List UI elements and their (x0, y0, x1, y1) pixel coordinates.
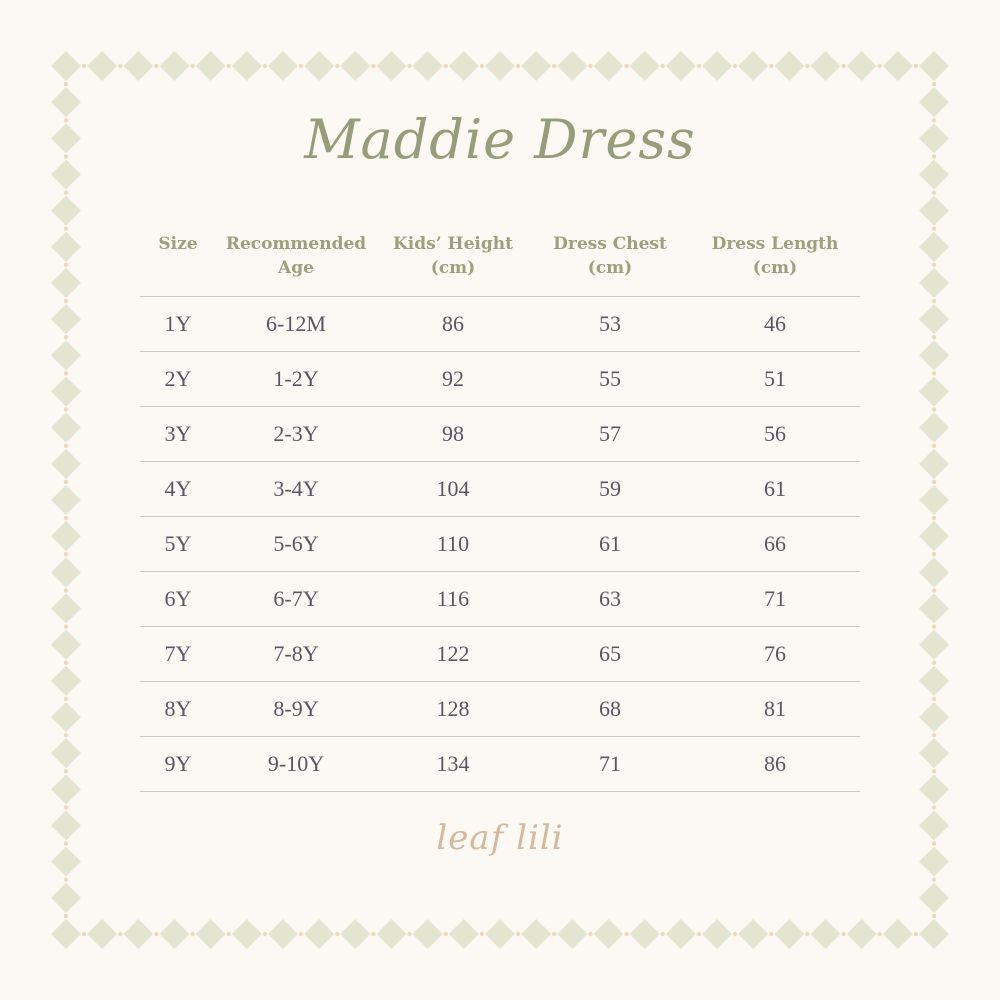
border-diamond (919, 774, 949, 804)
border-dot (932, 733, 936, 737)
cell-height: 86 (376, 296, 530, 351)
border-dot (64, 371, 68, 375)
border-diamond (919, 557, 949, 587)
cell-size: 1Y (140, 296, 216, 351)
table-row (140, 351, 860, 406)
border-dot (624, 932, 628, 936)
cell-height: 110 (376, 516, 530, 571)
table-header-row (140, 226, 860, 296)
cell-age: 6-7Y (216, 571, 376, 626)
cell-height: 134 (376, 736, 530, 791)
border-dot (263, 932, 267, 936)
border-diamond (51, 557, 81, 587)
border-diamond (919, 51, 949, 81)
border-dot (841, 932, 845, 936)
border-dot (932, 661, 936, 665)
cell-chest: 68 (530, 681, 690, 736)
border-dot (516, 932, 520, 936)
border-dot (64, 878, 68, 882)
border-dot (64, 335, 68, 339)
border-dot (932, 769, 936, 773)
border-diamond (847, 51, 877, 81)
border-diamond (449, 51, 479, 81)
border-dot (118, 932, 122, 936)
border-dot (190, 932, 194, 936)
border-dot (154, 932, 158, 936)
cell-length: 66 (690, 516, 860, 571)
border-diamond (340, 51, 370, 81)
table-row (140, 461, 860, 516)
border-dot (932, 190, 936, 194)
border-diamond (919, 702, 949, 732)
border-diamond (51, 51, 81, 81)
cell-length: 46 (690, 296, 860, 351)
cell-age: 7-8Y (216, 626, 376, 681)
border-diamond (51, 666, 81, 696)
border-diamond (160, 919, 190, 949)
border-dot (932, 805, 936, 809)
border-diamond (738, 919, 768, 949)
border-diamond (51, 377, 81, 407)
cell-length: 71 (690, 571, 860, 626)
border-diamond (196, 51, 226, 81)
border-diamond (377, 51, 407, 81)
cell-height: 92 (376, 351, 530, 406)
border-diamond (123, 51, 153, 81)
cell-chest: 63 (530, 571, 690, 626)
border-diamond (521, 51, 551, 81)
border-diamond (304, 919, 334, 949)
border-diamond (51, 340, 81, 370)
border-dot (371, 932, 375, 936)
border-diamond (919, 196, 949, 226)
cell-length: 61 (690, 461, 860, 516)
border-dot (407, 932, 411, 936)
border-dot (64, 190, 68, 194)
border-diamond (51, 774, 81, 804)
cell-chest: 57 (530, 406, 690, 461)
border-diamond (919, 449, 949, 479)
border-dot (64, 661, 68, 665)
border-dot (64, 624, 68, 628)
border-dot (480, 64, 484, 68)
border-dot (64, 227, 68, 231)
border-dot (64, 552, 68, 556)
border-dot (516, 64, 520, 68)
border-dot (227, 64, 231, 68)
border-dot (932, 299, 936, 303)
border-dot (64, 516, 68, 520)
border-diamond (919, 232, 949, 262)
border-diamond (51, 304, 81, 334)
cell-age: 5-6Y (216, 516, 376, 571)
border-diamond (919, 738, 949, 768)
border-dot (878, 932, 882, 936)
border-dot (932, 697, 936, 701)
border-dot (588, 64, 592, 68)
border-dot (932, 878, 936, 882)
border-diamond (232, 51, 262, 81)
cell-size: 3Y (140, 406, 216, 461)
cell-age: 3-4Y (216, 461, 376, 516)
border-diamond (919, 268, 949, 298)
border-diamond (774, 51, 804, 81)
border-dot (733, 64, 737, 68)
border-dot (64, 805, 68, 809)
border-diamond (51, 232, 81, 262)
border-diamond (51, 702, 81, 732)
cell-size: 7Y (140, 626, 216, 681)
border-dot (769, 64, 773, 68)
border-diamond (123, 919, 153, 949)
border-dot (932, 227, 936, 231)
cell-age: 2-3Y (216, 406, 376, 461)
border-diamond (51, 738, 81, 768)
border-diamond (51, 630, 81, 660)
cell-length: 51 (690, 351, 860, 406)
border-dot (64, 914, 68, 918)
border-dot (480, 932, 484, 936)
border-diamond (630, 51, 660, 81)
cell-height: 116 (376, 571, 530, 626)
border-dot (64, 444, 68, 448)
border-diamond (51, 521, 81, 551)
header-size: Size (140, 226, 216, 296)
border-diamond (702, 51, 732, 81)
border-diamond (51, 485, 81, 515)
border-dot (733, 932, 737, 936)
border-dot (932, 552, 936, 556)
border-dot (444, 64, 448, 68)
table-row (140, 406, 860, 461)
border-dot (64, 480, 68, 484)
border-diamond (160, 51, 190, 81)
border-diamond (87, 51, 117, 81)
header-recommended-age: Recommended Age (216, 226, 376, 296)
border-diamond (702, 919, 732, 949)
cell-chest: 55 (530, 351, 690, 406)
border-dot (932, 914, 936, 918)
border-dot (335, 932, 339, 936)
cell-chest: 59 (530, 461, 690, 516)
border-dot (263, 64, 267, 68)
border-diamond (232, 919, 262, 949)
size-chart-table (140, 226, 860, 792)
cell-height: 128 (376, 681, 530, 736)
cell-length: 76 (690, 626, 860, 681)
cell-size: 5Y (140, 516, 216, 571)
cell-length: 56 (690, 406, 860, 461)
cell-age: 8-9Y (216, 681, 376, 736)
table-row (140, 571, 860, 626)
border-dot (697, 932, 701, 936)
border-dot (64, 733, 68, 737)
cell-chest: 61 (530, 516, 690, 571)
border-diamond (738, 51, 768, 81)
border-dot (552, 64, 556, 68)
border-dot (932, 335, 936, 339)
border-dot (64, 588, 68, 592)
border-dot (932, 407, 936, 411)
border-diamond (51, 449, 81, 479)
border-diamond (919, 340, 949, 370)
cell-height: 122 (376, 626, 530, 681)
border-dot (64, 769, 68, 773)
border-dot (661, 64, 665, 68)
table-row (140, 516, 860, 571)
border-diamond (87, 919, 117, 949)
border-diamond (485, 51, 515, 81)
border-diamond (594, 919, 624, 949)
border-dot (190, 64, 194, 68)
border-diamond (51, 883, 81, 913)
border-dot (227, 932, 231, 936)
border-diamond (919, 630, 949, 660)
border-dot (64, 407, 68, 411)
table-row (140, 736, 860, 791)
cell-size: 9Y (140, 736, 216, 791)
cell-length: 86 (690, 736, 860, 791)
cell-size: 6Y (140, 571, 216, 626)
border-dot (154, 64, 158, 68)
border-diamond (51, 413, 81, 443)
border-diamond (630, 919, 660, 949)
border-diamond (919, 666, 949, 696)
border-dot (335, 64, 339, 68)
border-dot (932, 516, 936, 520)
border-diamond (666, 51, 696, 81)
border-dot (932, 588, 936, 592)
border-dot (932, 444, 936, 448)
cell-size: 4Y (140, 461, 216, 516)
cell-size: 2Y (140, 351, 216, 406)
cell-height: 104 (376, 461, 530, 516)
border-diamond (51, 196, 81, 226)
cell-chest: 71 (530, 736, 690, 791)
border-diamond (919, 919, 949, 949)
border-diamond (557, 919, 587, 949)
cell-chest: 53 (530, 296, 690, 351)
border-dot (624, 64, 628, 68)
border-dot (299, 64, 303, 68)
border-dot (82, 64, 86, 68)
border-dot (932, 480, 936, 484)
border-dot (82, 932, 86, 936)
border-dot (407, 64, 411, 68)
border-diamond (774, 919, 804, 949)
border-dot (805, 932, 809, 936)
border-diamond (919, 304, 949, 334)
table-row (140, 626, 860, 681)
table-row (140, 681, 860, 736)
border-dot (661, 932, 665, 936)
border-dot (64, 299, 68, 303)
border-dot (64, 263, 68, 267)
border-diamond (847, 919, 877, 949)
border-diamond (377, 919, 407, 949)
border-diamond (521, 919, 551, 949)
border-dot (444, 932, 448, 936)
border-dot (932, 371, 936, 375)
border-dot (371, 64, 375, 68)
border-diamond (919, 485, 949, 515)
border-diamond (883, 919, 913, 949)
table-row (140, 296, 860, 351)
border-dot (878, 64, 882, 68)
cell-chest: 65 (530, 626, 690, 681)
page-title: Maddie Dress (304, 108, 696, 171)
header-dress-chest: Dress Chest (cm) (530, 226, 690, 296)
brand-logo: leaf lili (436, 818, 564, 858)
border-dot (299, 932, 303, 936)
cell-age: 1-2Y (216, 351, 376, 406)
cell-age: 9-10Y (216, 736, 376, 791)
cell-size: 8Y (140, 681, 216, 736)
border-diamond (666, 919, 696, 949)
border-diamond (811, 51, 841, 81)
border-diamond (919, 594, 949, 624)
border-diamond (51, 594, 81, 624)
border-diamond (449, 919, 479, 949)
border-dot (64, 82, 68, 86)
border-dot (914, 932, 918, 936)
border-diamond (51, 919, 81, 949)
border-diamond (304, 51, 334, 81)
border-dot (914, 64, 918, 68)
cell-length: 81 (690, 681, 860, 736)
border-diamond (413, 51, 443, 81)
border-dot (841, 64, 845, 68)
border-diamond (919, 521, 949, 551)
border-dot (588, 932, 592, 936)
border-diamond (340, 919, 370, 949)
border-dot (118, 64, 122, 68)
header-dress-length: Dress Length (cm) (690, 226, 860, 296)
border-dot (552, 932, 556, 936)
border-diamond (919, 883, 949, 913)
border-dot (64, 697, 68, 701)
border-dot (932, 263, 936, 267)
border-diamond (413, 919, 443, 949)
border-diamond (919, 413, 949, 443)
border-diamond (883, 51, 913, 81)
border-diamond (485, 919, 515, 949)
border-diamond (196, 919, 226, 949)
cell-age: 6-12M (216, 296, 376, 351)
border-diamond (51, 268, 81, 298)
border-dot (697, 64, 701, 68)
border-dot (932, 624, 936, 628)
header-kids-height: Kids’ Height (cm) (376, 226, 530, 296)
border-dot (932, 82, 936, 86)
border-dot (769, 932, 773, 936)
border-diamond (594, 51, 624, 81)
border-diamond (268, 51, 298, 81)
border-diamond (268, 919, 298, 949)
border-dot (805, 64, 809, 68)
cell-height: 98 (376, 406, 530, 461)
border-diamond (557, 51, 587, 81)
border-diamond (811, 919, 841, 949)
border-diamond (919, 377, 949, 407)
